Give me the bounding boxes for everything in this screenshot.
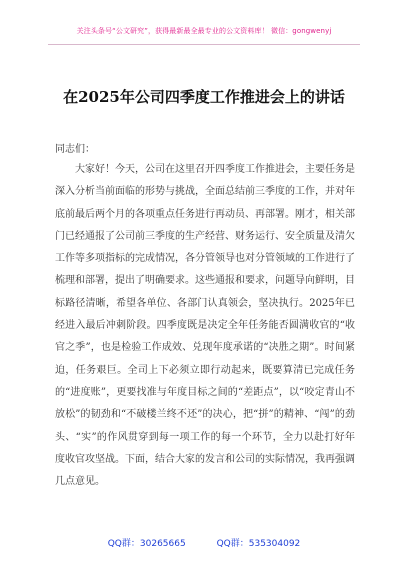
footer-qq-group-2: QQ群：535304092 (216, 539, 301, 549)
document-title: 在2025年公司四季度工作推进会上的讲话 (63, 88, 345, 106)
header-note: 关注头条号“公文研究”，获得最新最全最专业的公文资料库！ 微信：gongwenyj (76, 27, 332, 35)
footer-qq-group-1: QQ群：30265665 (107, 539, 186, 549)
body-paragraph: 大家好！今天，公司在这里召开四季度工作推进会，主要任务是深入分析当前面临的形势与挑战，全面总结前三季度的工作，并对年底前最后两个月的各项重点任务进行再动员、再部署。刚才，相关部门已经通报了公司前三季度的生产经营、财务运行、安全质量及清欠工作等多项指标的完成情况，各分管领导也对分管领域的工作进行了梳理和部署，提出了明确要求。这些通报和要求，问题导向鲜明，目标路径清晰，希望各单位、各部门认真领会，坚决执行。2025年已经进入最后冲刺阶段。四季度既是决定全年任务能否圆满收官的“收官之季”，也是检验工作成效、兑现年度承诺的“决胜之期”。时间紧迫，任务艰巨。全司上下必须立即行动起来，既要算清已完成任务的“进度账”，更要找准与年度目标之间的“差距点”，以“咬定青山不放松”的韧劲和“不破楼兰终不还”的决心，把“拼”的精神、“闯”的劲头、“实”的作风贯穿到每一项工作的每一个环节，全力以赴打好年度收官攻坚战。下面，结合大家的发言和公司的实际情况，我再强调几点意见。 (55, 164, 355, 488)
footer (0, 536, 408, 549)
header-divider (48, 44, 360, 45)
greeting: 同志们： (55, 144, 95, 155)
